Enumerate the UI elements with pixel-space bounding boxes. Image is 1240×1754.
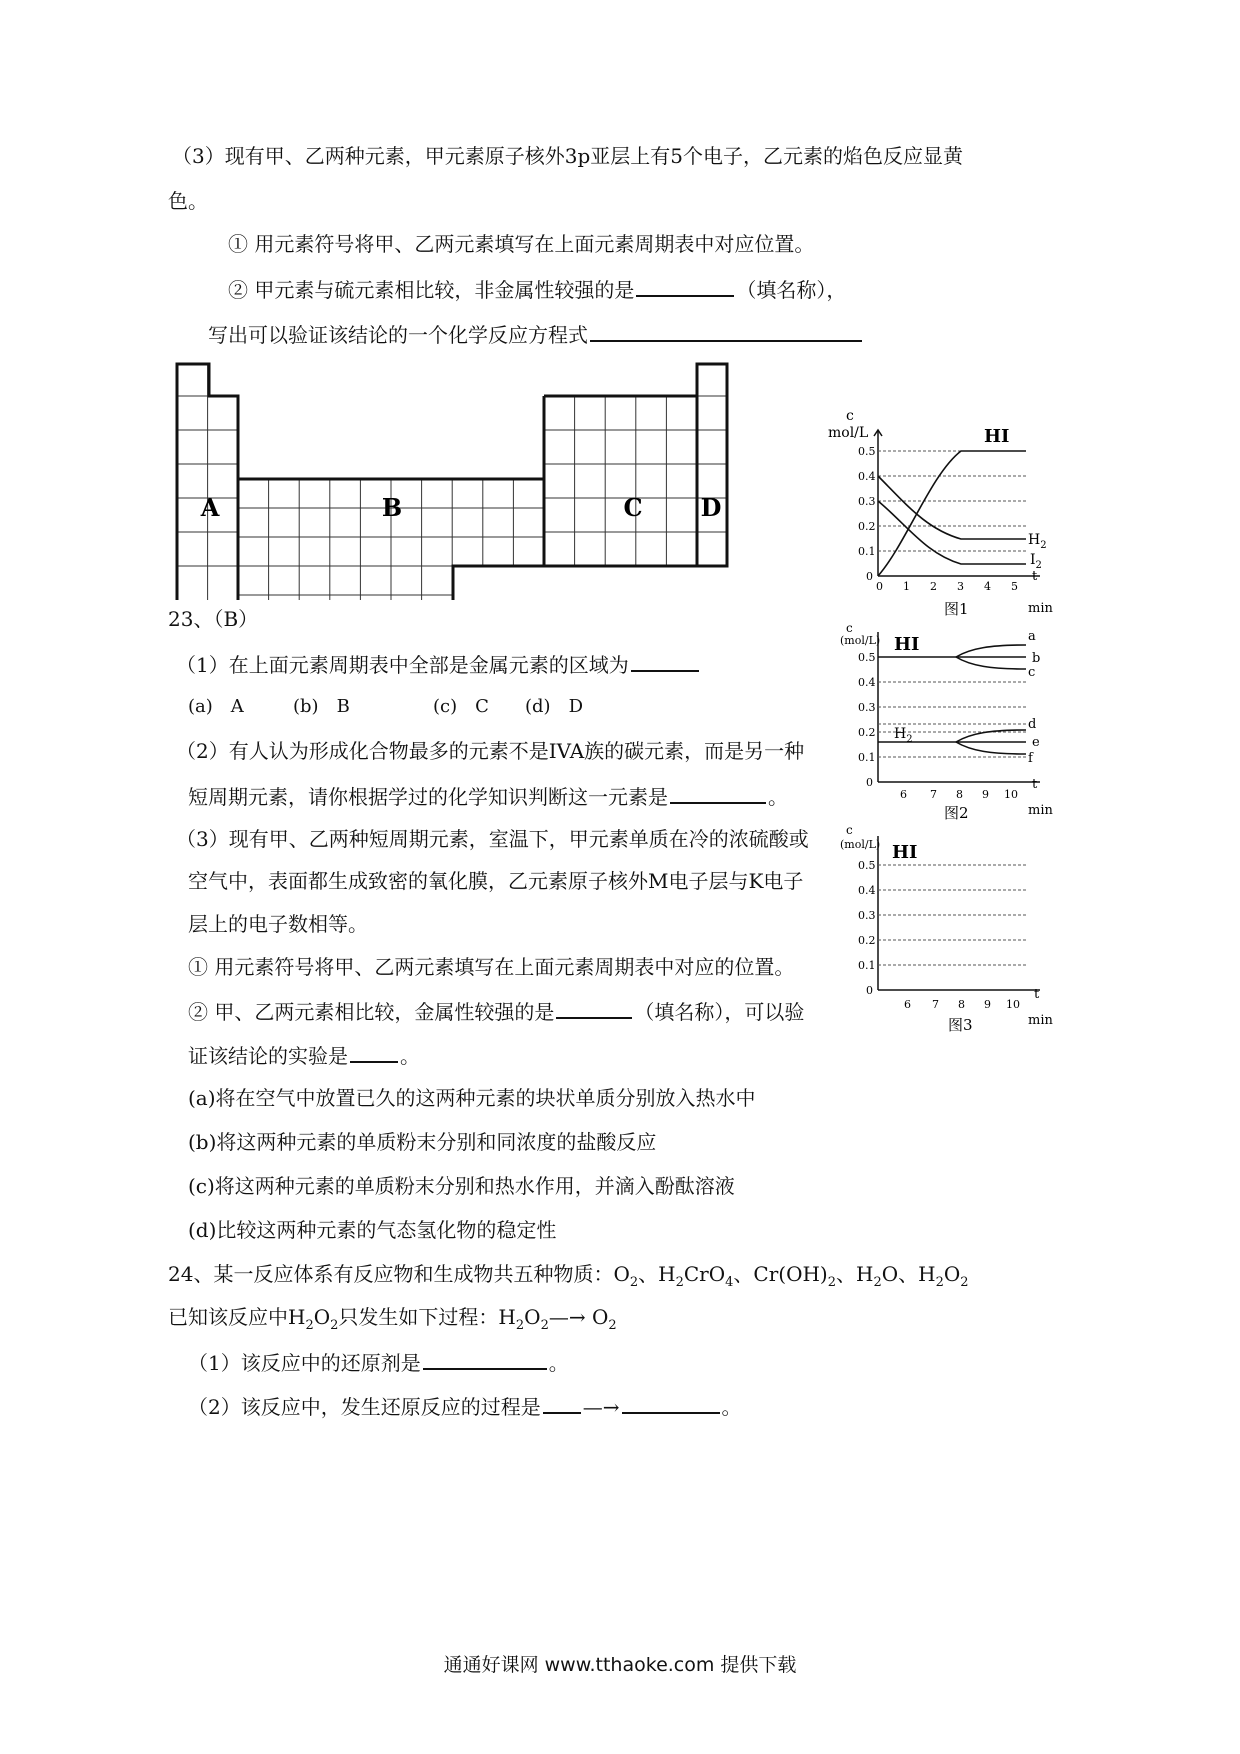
footer: 通通好课网 www.tthaoke.com 提供下载 xyxy=(443,1654,797,1676)
q22-3-sub2: ② 甲元素与硫元素相比较，非金属性较强的是 （填名称）， xyxy=(228,275,846,303)
svg-text:0.1: 0.1 xyxy=(858,751,876,764)
q24-p1: （1）该反应中的还原剂是 。 xyxy=(188,1348,569,1376)
q23-p3-line1: （3）现有甲、乙两种短周期元素，室温下，甲元素单质在冷的浓硫酸或 xyxy=(176,827,809,851)
svg-text:2: 2 xyxy=(930,580,937,593)
figure-2 xyxy=(826,620,1062,826)
q22-3-line2: 色。 xyxy=(168,189,208,213)
y-axis-label: c xyxy=(846,408,854,424)
q24-line2: 已知该反应中$H_2O_2$只发生如下过程：$H_2O_2—\to O_2$ xyxy=(168,1305,617,1333)
q23-option-b[interactable]: (b)将这两种元素的单质粉末分别和同浓度的盐酸反应 xyxy=(188,1130,657,1154)
answer-blank[interactable] xyxy=(423,1348,547,1370)
q23-option-d[interactable]: (d)比较这两种元素的气态氢化物的稳定性 xyxy=(188,1218,557,1242)
svg-text:3: 3 xyxy=(957,580,964,593)
answer-blank[interactable] xyxy=(556,997,632,1019)
svg-text:8: 8 xyxy=(956,788,963,801)
svg-text:min: min xyxy=(1028,601,1053,616)
answer-blank[interactable] xyxy=(350,1041,398,1063)
q23-p1: （1）在上面元素周期表中全部是金属元素的区域为 xyxy=(176,650,701,678)
svg-text:5: 5 xyxy=(1011,580,1018,593)
svg-text:0.3: 0.3 xyxy=(858,701,876,714)
q23-option-a[interactable]: (a)将在空气中放置已久的这两种元素的块状单质分别放入热水中 xyxy=(188,1086,756,1110)
q22-3-sub1: ① 用元素符号将甲、乙两元素填写在上面元素周期表中对应位置。 xyxy=(228,232,815,256)
answer-blank[interactable] xyxy=(590,320,862,342)
svg-text:0: 0 xyxy=(876,580,883,593)
svg-text:0: 0 xyxy=(866,776,873,789)
q23-p2-line2: 短周期元素，请你根据学过的化学知识判断这一元素是 。 xyxy=(188,782,788,810)
svg-text:c: c xyxy=(846,621,853,635)
option-a[interactable]: (a) A xyxy=(188,696,244,717)
svg-text:6: 6 xyxy=(904,998,911,1011)
svg-text:t: t xyxy=(1032,777,1038,792)
region-label-b: B xyxy=(381,493,403,522)
svg-text:c: c xyxy=(1028,665,1036,680)
q23-option-c[interactable]: (c)将这两种元素的单质粉末分别和热水作用，并滴入酚酞溶液 xyxy=(188,1174,735,1198)
svg-text:0.5: 0.5 xyxy=(858,445,876,458)
q23-heading: 23、（B） xyxy=(168,607,259,631)
svg-text:4: 4 xyxy=(984,580,991,593)
svg-text:t: t xyxy=(1032,569,1038,584)
svg-text:0.1: 0.1 xyxy=(858,959,876,972)
q22-3-sub2-equation: 写出可以验证该结论的一个化学反应方程式 xyxy=(208,320,864,348)
series-label-h2: $H_2$ xyxy=(1028,532,1047,551)
svg-text:t: t xyxy=(1034,987,1040,1002)
answer-blank[interactable] xyxy=(631,650,699,672)
svg-text:0.4: 0.4 xyxy=(858,470,876,483)
region-label-d: D xyxy=(700,493,722,522)
svg-text:0: 0 xyxy=(866,570,873,583)
y-axis-unit: mol/L xyxy=(828,425,869,441)
svg-text:10: 10 xyxy=(1006,998,1020,1011)
svg-text:9: 9 xyxy=(982,788,989,801)
svg-text:0.2: 0.2 xyxy=(858,934,876,947)
q22-3-line1: （3）现有甲、乙两种元素，甲元素原子核外3p亚层上有5个电子，乙元素的焰色反应显黄 xyxy=(172,144,963,168)
svg-text:0.2: 0.2 xyxy=(858,520,876,533)
svg-text:0.1: 0.1 xyxy=(858,545,876,558)
svg-text:0.3: 0.3 xyxy=(858,909,876,922)
figure-caption: 图2 xyxy=(944,804,969,822)
option-c[interactable]: (c) C xyxy=(433,696,489,717)
svg-text:0.5: 0.5 xyxy=(858,859,876,872)
svg-text:6: 6 xyxy=(900,788,907,801)
svg-text:(mol/L): (mol/L) xyxy=(840,838,881,851)
q23-p3-sub2: ② 甲、乙两元素相比较，金属性较强的是 （填名称），可以验 xyxy=(188,997,804,1025)
svg-text:0: 0 xyxy=(866,984,873,997)
region-label-a: A xyxy=(200,493,220,522)
q23-p3-line2: 空气中，表面都生成致密的氧化膜，乙元素原子核外M电子层与K电子 xyxy=(188,869,804,893)
svg-text:0.2: 0.2 xyxy=(858,726,876,739)
svg-text:min: min xyxy=(1028,803,1053,818)
region-label-c: C xyxy=(623,493,643,522)
series-label-hi: HI xyxy=(892,842,918,863)
svg-text:d: d xyxy=(1028,717,1037,732)
answer-blank[interactable] xyxy=(670,782,766,804)
figure-1 xyxy=(826,404,1062,618)
svg-text:7: 7 xyxy=(930,788,937,801)
figure-caption: 图1 xyxy=(944,600,969,618)
series-label-hi: HI xyxy=(894,634,920,655)
q23-p3-sub1: ① 用元素符号将甲、乙两元素填写在上面元素周期表中对应的位置。 xyxy=(188,955,795,979)
svg-text:e: e xyxy=(1032,735,1040,750)
svg-text:1: 1 xyxy=(903,580,910,593)
option-d[interactable]: (d) D xyxy=(525,696,583,717)
series-label-hi: HI xyxy=(984,426,1010,447)
q23-p1-options xyxy=(188,694,583,720)
svg-text:(mol/L): (mol/L) xyxy=(840,634,881,647)
svg-text:0.4: 0.4 xyxy=(858,676,876,689)
figure-caption: 图3 xyxy=(948,1016,973,1032)
svg-text:10: 10 xyxy=(1004,788,1018,801)
answer-blank[interactable] xyxy=(543,1392,581,1414)
svg-text:c: c xyxy=(846,823,853,837)
svg-text:9: 9 xyxy=(984,998,991,1011)
svg-text:8: 8 xyxy=(958,998,965,1011)
q24-p2: （2）该反应中，发生还原反应的过程是 —→ 。 xyxy=(188,1392,742,1420)
option-b[interactable]: (b) B xyxy=(293,696,350,717)
svg-text:0.5: 0.5 xyxy=(858,651,876,664)
svg-text:7: 7 xyxy=(932,998,939,1011)
q23-p2-line1: （2）有人认为形成化合物最多的元素不是IVA族的碳元素，而是另一种 xyxy=(176,739,805,763)
answer-blank[interactable] xyxy=(622,1392,720,1414)
periodic-table-outline xyxy=(170,360,740,600)
series-label-h2: $H_2$ xyxy=(894,726,913,745)
svg-text:f: f xyxy=(1028,751,1033,766)
series-label-i2: $I_2$ xyxy=(1030,552,1042,571)
figure-3 xyxy=(826,822,1062,1032)
q23-p3-sub2-cont: 证该结论的实验是 。 xyxy=(188,1041,420,1069)
q24-heading: 24、某一反应体系有反应物和生成物共五种物质：$O_2$、$H_2CrO_4$、$Cr(OH)_2$、$H_2O$、$H_2O_2$ xyxy=(168,1262,969,1290)
q23-p3-line3: 层上的电子数相等。 xyxy=(188,912,368,936)
answer-blank[interactable] xyxy=(636,275,734,297)
svg-text:b: b xyxy=(1032,651,1041,666)
svg-text:0.3: 0.3 xyxy=(858,495,876,508)
svg-text:a: a xyxy=(1028,629,1036,644)
svg-text:0.4: 0.4 xyxy=(858,884,876,897)
svg-text:min: min xyxy=(1028,1013,1053,1028)
